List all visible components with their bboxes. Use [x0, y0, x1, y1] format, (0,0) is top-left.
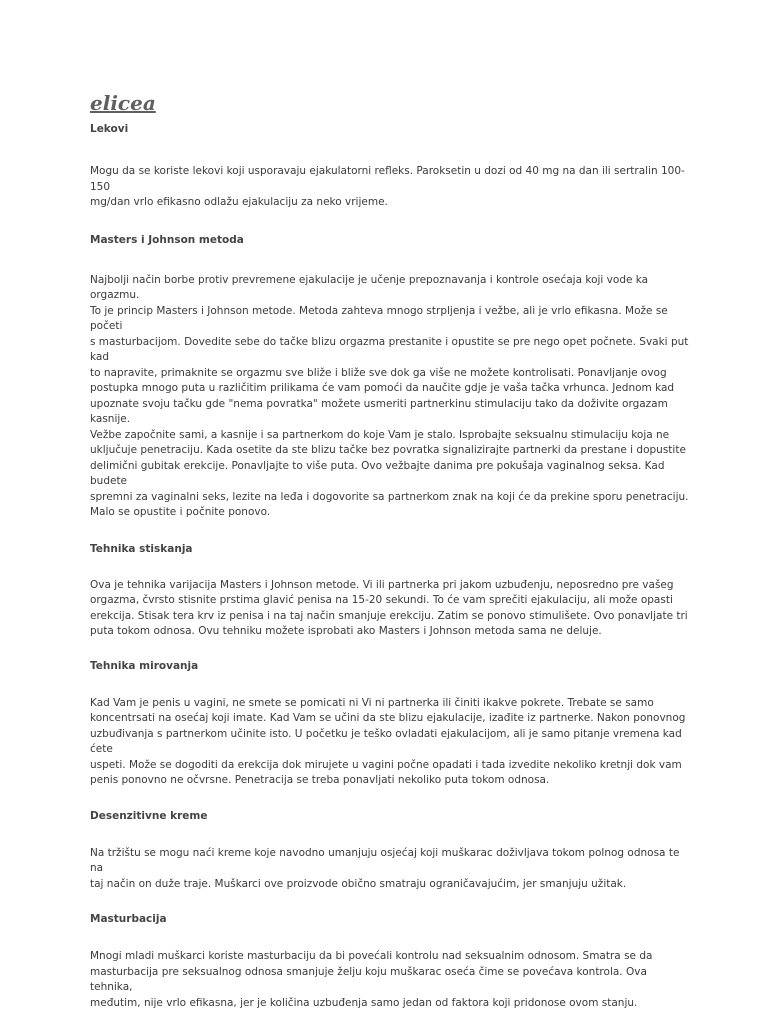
section-heading-lekovi: Lekovi	[90, 123, 129, 135]
section-heading-tehnika-mirovanja: Tehnika mirovanja	[90, 659, 199, 672]
spacer	[90, 892, 690, 912]
section-heading-masturbacija: Masturbacija	[90, 913, 167, 925]
spacer	[90, 136, 690, 159]
document-title: elicea	[90, 91, 156, 115]
section-text-masturbacija: Mnogi mladi muškarci koriste masturbaciju da bi povećali kontrolu nad seksualnim odnosom. Smatra se da masturbacija pre seksualnog odnosa smanjuje želju koju muškarac oseća čime se povećava kontrola. Ova tehnika, međutim, nije vrlo efikasna, jer je količina uzbuđenja samo jedan od faktora koji pridonose ovom stanju.	[90, 950, 653, 1009]
spacer	[90, 926, 690, 949]
section-text-lekovi: Mogu da se koriste lekovi koji usporavaju ejakulatorni refleks. Paroksetin u dozi od 40 mg na dan ili sertralin 100-150 mg/dan vrlo efikasno odlažu ejakulaciju za neko vrijeme.	[90, 165, 685, 208]
section-heading-tehnika-stiskanja: Tehnika stiskanja	[90, 542, 193, 555]
spacer	[90, 247, 690, 273]
section-heading-masters-johnson: Masters i Johnson metoda	[90, 233, 244, 246]
section-text-tehnika-stiskanja: Ova je tehnika varijacija Masters i Johnson metode. Vi ili partnerka pri jakom uzbuđenju, neposredno pre vašeg orgazma, čvrsto stisnite prstima glavić penisa na 15-20 sekundi. To će vam sprečiti ejakulaciju, ali može opasti erekcija. Stisak tera krv iz penisa i na taj način smanjuje erekciju. Zatim se ponovo stimulišete. Ovo ponavljate tri puta tokom odnosa. Ovu tehniku možete isprobati ako Masters i Johnson metoda sama ne deluje.	[90, 578, 688, 637]
spacer	[90, 673, 690, 696]
spacer	[90, 211, 690, 233]
spacer	[90, 521, 690, 542]
spacer	[90, 789, 690, 809]
spacer	[90, 556, 690, 578]
document-page	[90, 90, 690, 1011]
section-text-desenzitivne-kreme: Na tržištu se mogu naći kreme koje navodno umanjuju osjećaj koji muškarac doživljava tokom polnog odnosa te na taj način on duže traje. Muškarci ove proizvode obično smatraju ograničavajućim, jer smanjuju užitak.	[90, 846, 680, 890]
spacer	[90, 640, 690, 659]
section-heading-desenzitivne-kreme: Desenzitivne kreme	[90, 809, 208, 822]
spacer	[90, 823, 690, 846]
section-text-masters-johnson: Najbolji način borbe protiv prevremene ejakulacije je učenje prepoznavanja i kontrole osećaja koji vode ka orgazmu. To je princip Masters i Johnson metode. Metoda zahteva mnogo strpljenja i vežbe, ali je vrlo efikasna. Može se početi s masturbacijom. Dovedite sebe do tačke blizu orgazma prestanite i opustite se pre nego opet počnete. Svaki put kad to napravite, primaknite se orgazmu sve bliže i bliže sve dok ga više ne možete kontrolisati. Ponavljanje ovog postupka mnogo puta u različitim prilikama će vam pomoći da naučite gdje je vaša tačka vrhunca. Jednom kad upoznate svoju tačku gde "nema povratka" možete usmeriti partnerkinu stimulaciju tako da doživite orgazam kasnije. Vežbe započnite sami, a kasnije i sa partnerkom do koje Vam je stalo. Isprobajte seksualnu stimulaciju koja ne uključuje penetraciju. Kada osetite da ste blizu tačke bez povratka signalizirajte partnerki da prestane i dopustite delimični gubitak erekcije. Ponavljajte to više puta. Ovo vežbajte danima pre pokušaja vaginalnog seksa. Kad budete spremni za vaginalni seks, lezite na leđa i dogovorite sa partnerkom znak na koji će da prekine sporu penetraciju. Malo se opustite i počnite ponovo.	[90, 273, 689, 518]
section-text-tehnika-mirovanja: Kad Vam je penis u vagini, ne smete se pomicati ni Vi ni partnerka ili činiti ikakve pokrete. Trebate se samo koncentrsati na osećaj koji imate. Kad Vam se učini da ste blizu ejakulacije, izađite iz partnerke. Nakon ponovnog uzbuđivanja s partnerkom učinite isto. U početku je teško ovladati ejakulacijom, ali je samo pitanje vremena kad ćete uspeti. Može se dogoditi da erekcija dok mirujete u vagini počne opadati i tada izvedite nekoliko kretnji dok vam penis ponovno ne očvrsne. Penetracija se treba ponavljati nekoliko puta tokom odnosa.	[90, 696, 686, 786]
